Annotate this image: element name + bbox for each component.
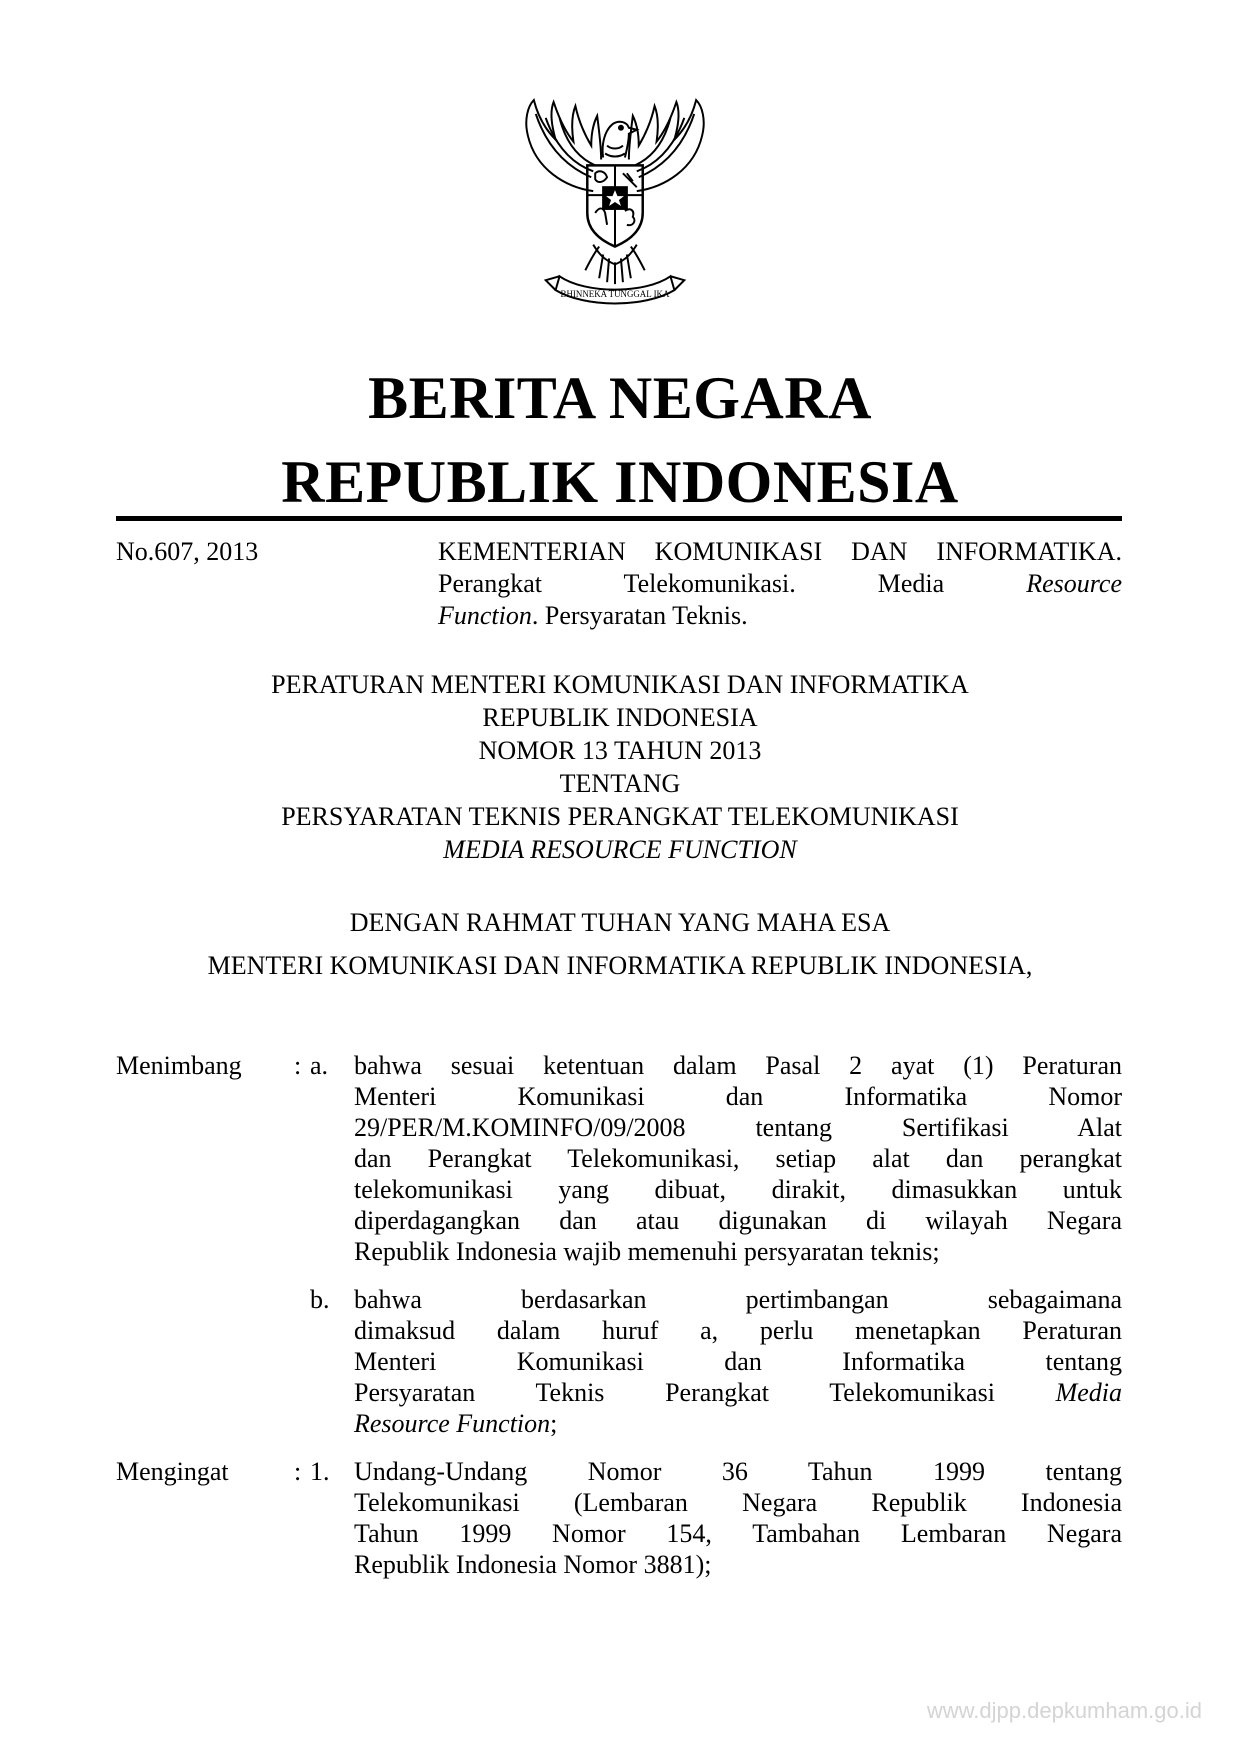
menimbang-a-line: bahwa sesuai ketentuan dalam Pasal 2 ayat (1) Peraturan	[354, 1051, 1122, 1080]
regulation-title-line-1: PERATURAN MENTERI KOMUNIKASI DAN INFORMATIKA	[271, 670, 969, 699]
menimbang-b-line	[354, 1408, 1122, 1439]
subject-line-3-text: . Persyaratan Teknis.	[531, 601, 748, 630]
menimbang-a-marker: a.	[310, 1051, 329, 1080]
subject-line-2	[438, 568, 1122, 600]
regulation-title-line-6: MEDIA RESOURCE FUNCTION	[443, 835, 797, 864]
issue-number: No.607, 2013	[116, 537, 259, 566]
regulation-title	[0, 668, 1240, 866]
menimbang-b-marker: b.	[310, 1285, 330, 1314]
subject-line-2-text: Perangkat Telekomunikasi. Media	[438, 569, 1027, 598]
mengingat-colon: :	[294, 1457, 302, 1486]
regulation-title-line-4: TENTANG	[559, 769, 681, 798]
menimbang-b-line: bahwa berdasarkan pertimbangan sebagaimana	[354, 1285, 1122, 1314]
regulation-title-line-3: NOMOR 13 TAHUN 2013	[478, 736, 762, 765]
mengingat-label: Mengingat	[116, 1457, 229, 1486]
mengingat-1-text	[354, 1456, 1122, 1580]
menimbang-a-text	[354, 1050, 1122, 1267]
subject-block	[438, 536, 1122, 632]
masthead-line-1: BERITA NEGARA	[368, 365, 872, 431]
emblem-motto-text: BHINNEKA TUNGGAL IKA	[560, 289, 670, 300]
menimbang-label: Menimbang	[116, 1051, 242, 1080]
regulation-title-line-2: REPUBLIK INDONESIA	[482, 703, 758, 732]
masthead-line-2: REPUBLIK INDONESIA	[281, 449, 959, 515]
mengingat-1-line: Tahun 1999 Nomor 154, Tambahan Lembaran Negara	[354, 1519, 1122, 1548]
menimbang-a-line: Republik Indonesia wajib memenuhi persyaratan teknis;	[354, 1237, 940, 1266]
menimbang-a-line: telekomunikasi yang dibuat, dirakit, dimasukkan untuk	[354, 1175, 1122, 1204]
header-rule	[116, 516, 1122, 521]
opening-line-2: MENTERI KOMUNIKASI DAN INFORMATIKA REPUBLIK INDONESIA,	[207, 951, 1033, 980]
mengingat-1-line: Undang-Undang Nomor 36 Tahun 1999 tentang	[354, 1457, 1122, 1486]
garuda-emblem-icon	[516, 96, 714, 310]
menimbang-a-line: dan Perangkat Telekomunikasi, setiap alat dan perangkat	[354, 1144, 1122, 1173]
menimbang-b-line-text: Persyaratan Teknis Perangkat Telekomunikasi	[354, 1378, 1056, 1407]
subject-line-1: KEMENTERIAN KOMUNIKASI DAN INFORMATIKA.	[438, 537, 1122, 566]
mengingat-1-line: Republik Indonesia Nomor 3881);	[354, 1550, 712, 1579]
menimbang-b-line-text: ;	[550, 1409, 558, 1438]
menimbang-a-line: 29/PER/M.KOMINFO/09/2008 tentang Sertifikasi Alat	[354, 1113, 1122, 1142]
menimbang-a-line: Menteri Komunikasi dan Informatika Nomor	[354, 1082, 1122, 1111]
regulation-title-line-5: PERSYARATAN TEKNIS PERANGKAT TELEKOMUNIKASI	[281, 802, 959, 831]
subject-line-3	[438, 600, 1122, 632]
menimbang-b-line	[354, 1377, 1122, 1408]
menimbang-b-line-italic: Resource Function	[354, 1409, 551, 1438]
menimbang-a-line: diperdagangkan dan atau digunakan di wilayah Negara	[354, 1206, 1122, 1235]
watermark-url: www.djpp.depkumham.go.id	[926, 1698, 1202, 1723]
opening-line-1: DENGAN RAHMAT TUHAN YANG MAHA ESA	[349, 908, 891, 937]
menimbang-colon: :	[294, 1051, 302, 1080]
menimbang-b-text	[354, 1284, 1122, 1439]
mengingat-1-marker: 1.	[310, 1457, 330, 1486]
subject-line-2-italic: Resource	[1026, 569, 1122, 598]
subject-line-3-italic: Function	[438, 601, 532, 630]
menimbang-b-line-italic: Media	[1055, 1378, 1122, 1407]
menimbang-b-line: Menteri Komunikasi dan Informatika tentang	[354, 1347, 1122, 1376]
menimbang-b-line: dimaksud dalam huruf a, perlu menetapkan Peraturan	[354, 1316, 1122, 1345]
mengingat-1-line: Telekomunikasi (Lembaran Negara Republik Indonesia	[354, 1488, 1122, 1517]
